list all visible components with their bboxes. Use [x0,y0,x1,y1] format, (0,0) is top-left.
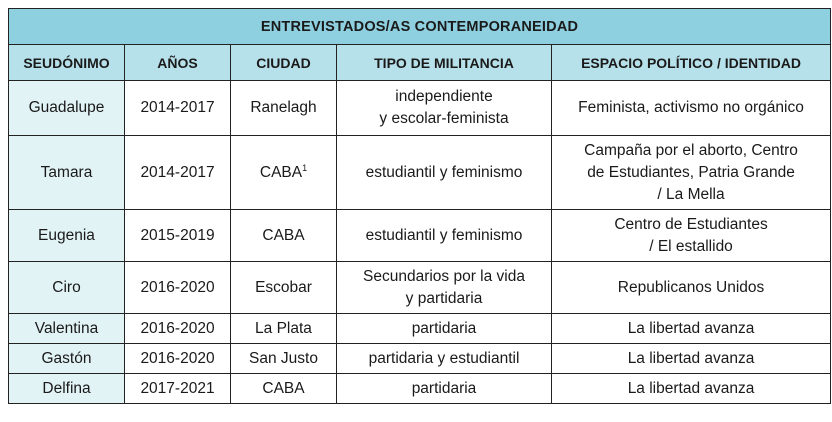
cell-line: La libertad avanza [627,319,755,337]
table-body [9,81,831,404]
cell-seudonimo: Delfina [9,374,125,404]
cell-ciudad [231,374,337,404]
cell-ciudad-text: CABA [262,379,305,397]
column-header-anos: AÑOS [125,45,231,81]
cell-seudonimo: Guadalupe [9,81,125,136]
cell-ciudad [231,262,337,314]
cell-line: estudiantil y feminismo [365,163,523,181]
cell-line: La libertad avanza [627,379,755,397]
cell-line: y partidaria [405,289,483,307]
column-header-militancia: TIPO DE MILITANCIA [337,45,552,81]
cell-ciudad-text: La Plata [255,319,312,337]
cell-line: de Estudiantes, Patria Grande [587,163,795,181]
cell-espacio [552,262,831,314]
cell-seudonimo: Eugenia [9,210,125,262]
cell-seudonimo: Ciro [9,262,125,314]
table-row [9,81,831,136]
table-title-row [9,9,831,45]
cell-anos: 2017-2021 [125,374,231,404]
cell-ciudad-text: Ranelagh [250,99,317,116]
cell-line: / El estallido [649,237,733,255]
cell-militancia [337,81,552,136]
table-row [9,374,831,404]
cell-ciudad [231,314,337,344]
cell-ciudad-text: San Justo [249,349,318,367]
cell-seudonimo: Tamara [9,136,125,210]
cell-ciudad-text: CABA [259,163,303,181]
cell-anos: 2016-2020 [125,262,231,314]
column-header-ciudad: CIUDAD [231,45,337,81]
cell-espacio [552,136,831,210]
cell-militancia [337,344,552,374]
cell-ciudad-text: Escobar [255,278,312,296]
cell-line: Republicanos Unidos [617,278,765,296]
cell-espacio [552,344,831,374]
cell-militancia [337,262,552,314]
cell-line: Campaña por el aborto, Centro [584,141,798,159]
cell-ciudad [231,81,337,136]
cell-anos: 2016-2020 [125,344,231,374]
cell-line: / La Mella [657,185,725,203]
cell-espacio [552,81,831,136]
cell-anos: 2014-2017 [125,136,231,210]
cell-line: y escolar-feminista [379,110,509,127]
cell-espacio [552,374,831,404]
table-title: ENTREVISTADOS/AS CONTEMPORANEIDAD [9,9,831,45]
cell-line: estudiantil y feminismo [365,226,523,244]
cell-espacio [552,314,831,344]
table-header-row [9,45,831,81]
cell-espacio [552,210,831,262]
cell-anos: 2014-2017 [125,81,231,136]
cell-militancia [337,136,552,210]
table-row [9,314,831,344]
table-row [9,210,831,262]
column-header-seudonimo: SEUDÓNIMO [9,45,125,81]
column-header-espacio: ESPACIO POLÍTICO / IDENTIDAD [552,45,831,81]
table-row [9,136,831,210]
interviewees-table [8,8,831,404]
table-row [9,262,831,314]
cell-militancia [337,210,552,262]
cell-line: Centro de Estudiantes [614,215,768,233]
cell-ciudad-text: CABA [262,226,305,244]
cell-anos: 2016-2020 [125,314,231,344]
cell-line: Feminista, activismo no orgánico [578,99,804,116]
cell-ciudad [231,210,337,262]
cell-line: independiente [395,88,493,105]
cell-ciudad [231,136,337,210]
cell-line: partidaria [411,319,477,337]
cell-seudonimo: Valentina [9,314,125,344]
cell-militancia [337,374,552,404]
cell-militancia [337,314,552,344]
cell-seudonimo: Gastón [9,344,125,374]
table-container [8,8,831,404]
footnote-marker: 1 [302,162,308,173]
cell-ciudad [231,344,337,374]
cell-line: partidaria [411,379,477,397]
cell-line: partidaria y estudiantil [368,349,520,367]
cell-anos: 2015-2019 [125,210,231,262]
cell-line: Secundarios por la vida [363,267,525,285]
cell-line: La libertad avanza [627,349,755,367]
table-row [9,344,831,374]
